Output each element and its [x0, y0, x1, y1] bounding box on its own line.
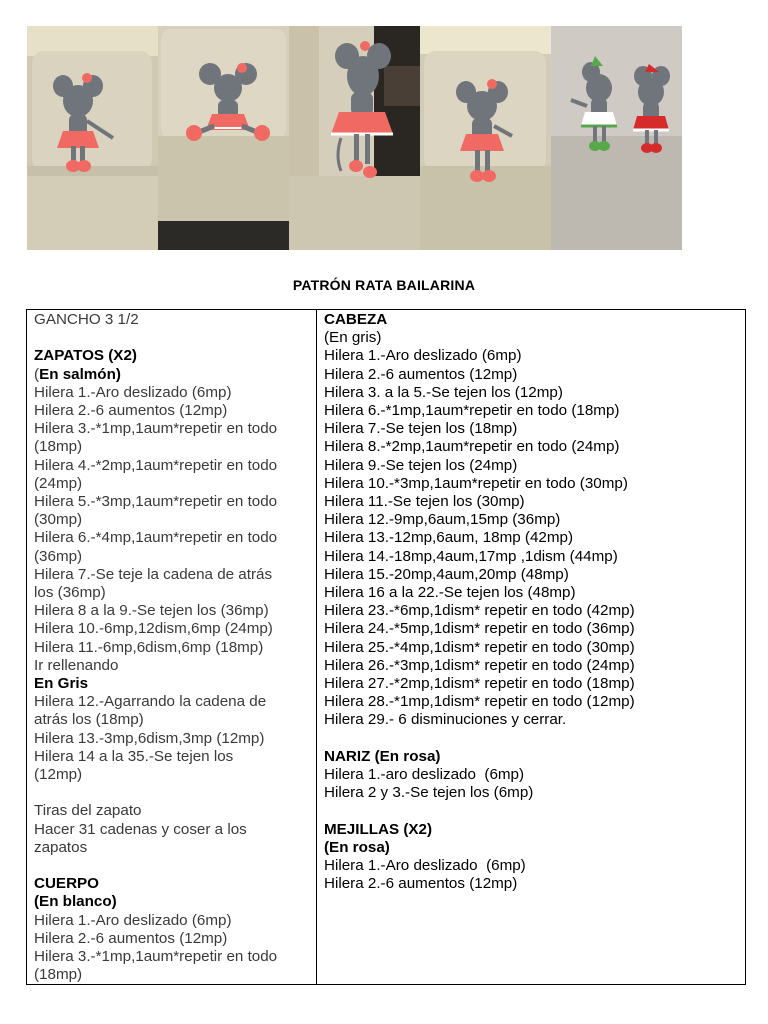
- pattern-row: Hilera 1.-aro deslizado (6mp): [324, 766, 525, 784]
- pattern-row: Hilera 2 y 3.-Se tejen los (6mp): [324, 784, 534, 802]
- pattern-row: Hilera 10.-6mp,12dism,6mp (24mp): [34, 620, 273, 638]
- crochet-mouse-ballerina-photo-4-icon: [420, 26, 551, 250]
- pattern-row: Hilera 11.-6mp,6dism,6mp (18mp): [34, 638, 264, 656]
- crochet-mouse-photo-4: [420, 26, 551, 250]
- pattern-row: Hilera 3.-*1mp,1aum*repetir en todo: [34, 948, 278, 966]
- pattern-column-right: [317, 310, 745, 984]
- pattern-row: Hilera 16 a la 22.-Se tejen los (48mp): [324, 584, 576, 602]
- pattern-row: Hilera 13.-3mp,6dism,3mp (12mp): [34, 729, 265, 747]
- pattern-row: Hilera 1.-Aro deslizado (6mp): [34, 911, 232, 929]
- pattern-row: Hilera 1.-Aro deslizado (6mp): [34, 383, 232, 401]
- pattern-row: Hilera 1.-Aro deslizado (6mp): [324, 857, 526, 875]
- crochet-mouse-ballerina-photo-1-icon: [27, 26, 158, 250]
- pattern-row: Hilera 3.-*1mp,1aum*repetir en todo: [34, 420, 278, 438]
- pattern-column-left: [27, 310, 317, 984]
- photo-strip: [27, 26, 683, 250]
- crochet-mouse-photo-1: [27, 26, 158, 250]
- section-heading-cabeza: CABEZA: [324, 311, 388, 328]
- pattern-row: Hilera 10.-*3mp,1aum*repetir en todo (30mp): [324, 474, 628, 492]
- pattern-row: Hilera 4.-*2mp,1aum*repetir en todo: [34, 456, 278, 474]
- section-heading-nariz: NARIZ (En rosa): [324, 747, 441, 765]
- pattern-row: Hilera 6.-*4mp,1aum*repetir en todo: [34, 529, 278, 547]
- pattern-row: (30mp): [34, 511, 83, 529]
- pattern-row: Ir rellenando: [34, 656, 119, 674]
- pattern-row: Hilera 13.-12mp,6aum, 18mp (42mp): [324, 529, 574, 547]
- crochet-mouse-photo-5: [551, 26, 682, 250]
- pattern-row: atrás los (18mp): [34, 711, 144, 729]
- pattern-row: Hilera 7.-Se teje la cadena de atrás: [34, 565, 273, 583]
- pattern-row: Hilera 2.-6 aumentos (12mp): [324, 875, 518, 893]
- pattern-row: (18mp): [34, 438, 83, 456]
- pattern-row: Hilera 24.-*5mp,1dism* repetir en todo (36mp): [324, 620, 635, 638]
- pattern-row: Hilera 28.-*1mp,1dism* repetir en todo (12mp): [324, 693, 635, 711]
- crochet-mouse-photo-3: [289, 26, 420, 250]
- pattern-row: (12mp): [34, 766, 83, 784]
- zapatos-color-label: [34, 366, 316, 384]
- section-heading-zapatos: ZAPATOS (X2): [34, 347, 137, 365]
- pattern-row: Hilera 5.-*3mp,1aum*repetir en todo: [34, 493, 278, 511]
- tiras-row: Hacer 31 cadenas y coser a los: [34, 820, 247, 838]
- pattern-row: (36mp): [34, 547, 83, 565]
- pattern-row: Hilera 14 a la 35.-Se tejen los: [34, 747, 234, 765]
- spacer: [324, 802, 745, 820]
- pattern-row: Hilera 6.-*1mp,1aum*repetir en todo (18mp): [324, 402, 620, 420]
- pattern-row: Hilera 8.-*2mp,1aum*repetir en todo (24mp): [324, 438, 620, 456]
- pattern-row: Hilera 2.-6 aumentos (12mp): [34, 402, 228, 419]
- cuerpo-color: (En blanco): [34, 893, 117, 911]
- section-heading-cuerpo: CUERPO: [34, 875, 99, 893]
- section-heading-mejillas: MEJILLAS (X2): [324, 820, 433, 838]
- pattern-row: Hilera 29.- 6 disminuciones y cerrar.: [324, 711, 567, 729]
- pattern-row: Hilera 11.-Se tejen los (30mp): [324, 493, 525, 511]
- pattern-row: Hilera 12.-9mp,6aum,15mp (36mp): [324, 511, 561, 529]
- crochet-mouse-ballerina-photo-3-icon: [289, 26, 420, 250]
- pattern-row: Hilera 27.-*2mp,1dism* repetir en todo (18mp): [324, 675, 635, 693]
- zapatos-gris-label: En Gris: [34, 675, 89, 693]
- spacer: [34, 329, 316, 347]
- spacer: [34, 784, 316, 802]
- pattern-row: Hilera 12.-Agarrando la cadena de: [34, 693, 267, 711]
- tiras-row: zapatos: [34, 838, 88, 856]
- pattern-row: (24mp): [34, 474, 83, 492]
- cabeza-color: (En gris): [324, 329, 382, 347]
- mejillas-color: (En rosa): [324, 838, 390, 856]
- zapatos-color-open: (: [34, 365, 40, 383]
- pattern-row: Hilera 7.-Se tejen los (18mp): [324, 420, 518, 438]
- pattern-row: Hilera 26.-*3mp,1dism* repetir en todo (24mp): [324, 656, 635, 674]
- crochet-mouse-ballerina-photo-2-icon: [158, 26, 289, 250]
- hook-size: GANCHO 3 1/2: [34, 311, 139, 328]
- pattern-row: Hilera 9.-Se tejen los (24mp): [324, 456, 518, 474]
- document-title: PATRÓN RATA BAILARINA: [292, 277, 476, 293]
- pattern-row: los (36mp): [34, 584, 106, 602]
- pattern-row: Hilera 1.-Aro deslizado (6mp): [324, 347, 522, 365]
- pattern-table: [26, 309, 746, 985]
- pattern-row: Hilera 2.-6 aumentos (12mp): [324, 365, 518, 383]
- pattern-row: Hilera 14.-18mp,4aum,17mp ,1dism (44mp): [324, 547, 618, 565]
- pattern-row: Hilera 25.-*4mp,1dism* repetir en todo (30mp): [324, 638, 635, 656]
- crochet-mouse-ballerina-photo-5-icon: [551, 26, 682, 250]
- pattern-row: Hilera 2.-6 aumentos (12mp): [34, 929, 228, 947]
- pattern-row: Hilera 15.-20mp,4aum,20mp (48mp): [324, 565, 569, 583]
- pattern-row: (18mp): [34, 966, 83, 984]
- pattern-row: Hilera 3. a la 5.-Se tejen los (12mp): [324, 383, 563, 401]
- pattern-row: Hilera 8 a la 9.-Se tejen los (36mp): [34, 602, 269, 620]
- zapatos-color: En salmón): [39, 365, 121, 383]
- tiras-row: Tiras del zapato: [34, 802, 142, 820]
- crochet-mouse-photo-2: [158, 26, 289, 250]
- spacer: [34, 857, 316, 875]
- pattern-row: Hilera 23.-*6mp,1dism* repetir en todo (42mp): [324, 602, 635, 620]
- spacer: [324, 730, 745, 748]
